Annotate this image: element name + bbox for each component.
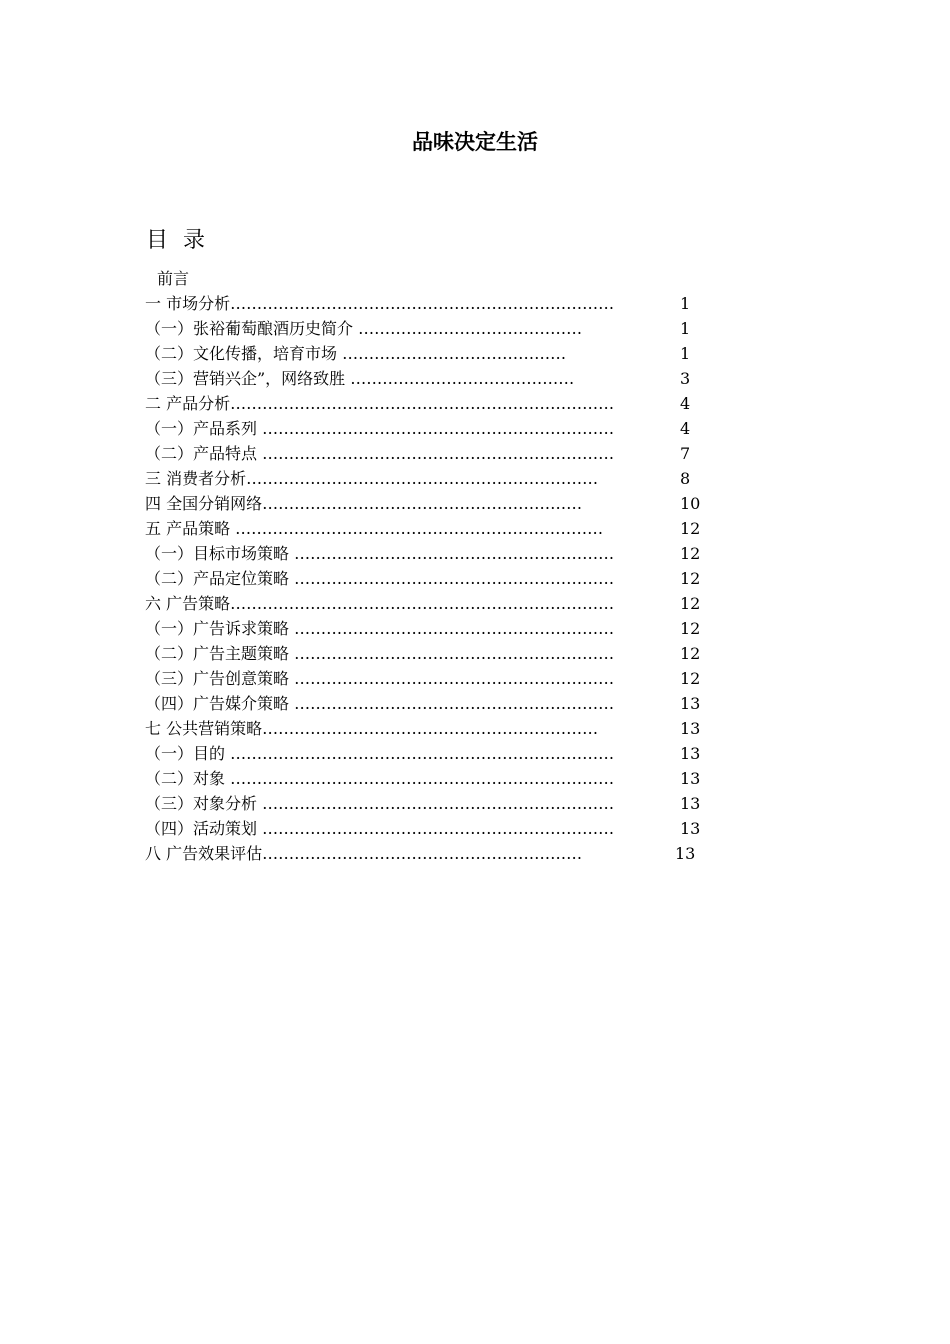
- toc-page-number: 10: [680, 494, 701, 513]
- toc-page-number: 7: [680, 444, 691, 463]
- toc-entry[interactable]: [145, 641, 705, 666]
- toc-page-number: 1: [680, 319, 691, 338]
- toc-page-number: 13: [680, 794, 701, 813]
- toc-entry[interactable]: [145, 491, 705, 516]
- toc-entry-text: （四）活动策划 …………………………………………………………: [145, 819, 615, 838]
- toc-entry[interactable]: [145, 666, 705, 691]
- toc-entry-text: 四 全国分销网络……………………………………………………: [145, 494, 583, 513]
- toc-entry[interactable]: [145, 541, 705, 566]
- toc-page-number: 13: [680, 769, 701, 788]
- toc-entry[interactable]: [145, 516, 705, 541]
- toc-page-number: 12: [680, 519, 701, 538]
- toc-entry[interactable]: [145, 616, 705, 641]
- toc-entry-text: （三）广告创意策略 ……………………………………………………: [145, 669, 615, 688]
- toc-entry-text: 七 公共营销策略………………………………………………………: [145, 719, 599, 738]
- toc-entry[interactable]: [145, 841, 705, 866]
- toc-entry[interactable]: [145, 316, 705, 341]
- toc-page-number: 1: [680, 344, 691, 363]
- toc-page-number: 13: [680, 819, 701, 838]
- table-of-contents: [145, 266, 705, 866]
- toc-entry[interactable]: [145, 416, 705, 441]
- toc-page-number: 3: [680, 369, 691, 388]
- toc-entry[interactable]: [145, 591, 705, 616]
- toc-entry-text: （四）广告媒介策略 ……………………………………………………: [145, 694, 615, 713]
- toc-entry-text: （二）文化传播，培育市场 ……………………………………: [145, 344, 567, 363]
- toc-entry-text: （二）产品特点 …………………………………………………………: [145, 444, 615, 463]
- toc-entry[interactable]: [145, 791, 705, 816]
- toc-page-number: 8: [680, 469, 691, 488]
- toc-entry-text: 三 消费者分析…………………………………………………………: [145, 469, 599, 488]
- page-title: 品味决定生活: [412, 130, 538, 154]
- toc-page-number: 13: [680, 694, 701, 713]
- toc-entry-text: （一）目标市场策略 ……………………………………………………: [145, 544, 615, 563]
- toc-entry-text: （二）对象 ………………………………………………………………: [145, 769, 615, 788]
- toc-page-number: 1: [680, 294, 691, 313]
- toc-entry[interactable]: [145, 691, 705, 716]
- toc-entry[interactable]: [145, 816, 705, 841]
- toc-page-number: 12: [680, 569, 701, 588]
- toc-entry[interactable]: [145, 391, 705, 416]
- toc-entry-text: （一）目的 ………………………………………………………………: [145, 744, 615, 763]
- toc-entry[interactable]: [145, 716, 705, 741]
- toc-entry-text: （一）张裕葡萄酿酒历史简介 ……………………………………: [145, 319, 583, 338]
- toc-page-number: 12: [680, 544, 701, 563]
- toc-entry-text: 二 产品分析………………………………………………………………: [145, 394, 615, 413]
- toc-page-number: 4: [680, 394, 691, 413]
- toc-entry-foreword[interactable]: [145, 266, 705, 291]
- toc-entry[interactable]: [145, 291, 705, 316]
- toc-entry-text: （一）产品系列 …………………………………………………………: [145, 419, 615, 438]
- toc-entry[interactable]: [145, 341, 705, 366]
- toc-entry[interactable]: [145, 566, 705, 591]
- toc-heading: 目 录: [146, 228, 209, 253]
- toc-entry[interactable]: [145, 366, 705, 391]
- toc-entry-text: （二）广告主题策略 ……………………………………………………: [145, 644, 615, 663]
- toc-page-number: 13: [680, 719, 701, 738]
- toc-entry-text: （三）对象分析 …………………………………………………………: [145, 794, 615, 813]
- toc-entry-text: （二）产品定位策略 ……………………………………………………: [145, 569, 615, 588]
- toc-entry-text: 八 广告效果评估……………………………………………………: [145, 844, 583, 863]
- toc-entry[interactable]: [145, 741, 705, 766]
- toc-entry-text: 一 市场分析………………………………………………………………: [145, 294, 615, 313]
- toc-entry-text: 六 广告策略………………………………………………………………: [145, 594, 615, 613]
- toc-page-number: 12: [680, 669, 701, 688]
- toc-entry[interactable]: [145, 766, 705, 791]
- toc-page-number: 13: [680, 744, 701, 763]
- toc-entry[interactable]: [145, 441, 705, 466]
- toc-entry[interactable]: [145, 466, 705, 491]
- toc-entry-text: 前言: [157, 269, 190, 288]
- toc-entry-text: （三）营销兴企”，网络致胜 ……………………………………: [145, 369, 575, 388]
- toc-page-number: 4: [680, 419, 691, 438]
- toc-page-number: 12: [680, 619, 701, 638]
- toc-entry-text: （一）广告诉求策略 ……………………………………………………: [145, 619, 615, 638]
- toc-entry-text: 五 产品策略 ……………………………………………………………: [145, 519, 604, 538]
- toc-page-number: 12: [680, 644, 701, 663]
- toc-page-number: 13: [675, 844, 696, 863]
- toc-page-number: 12: [680, 594, 701, 613]
